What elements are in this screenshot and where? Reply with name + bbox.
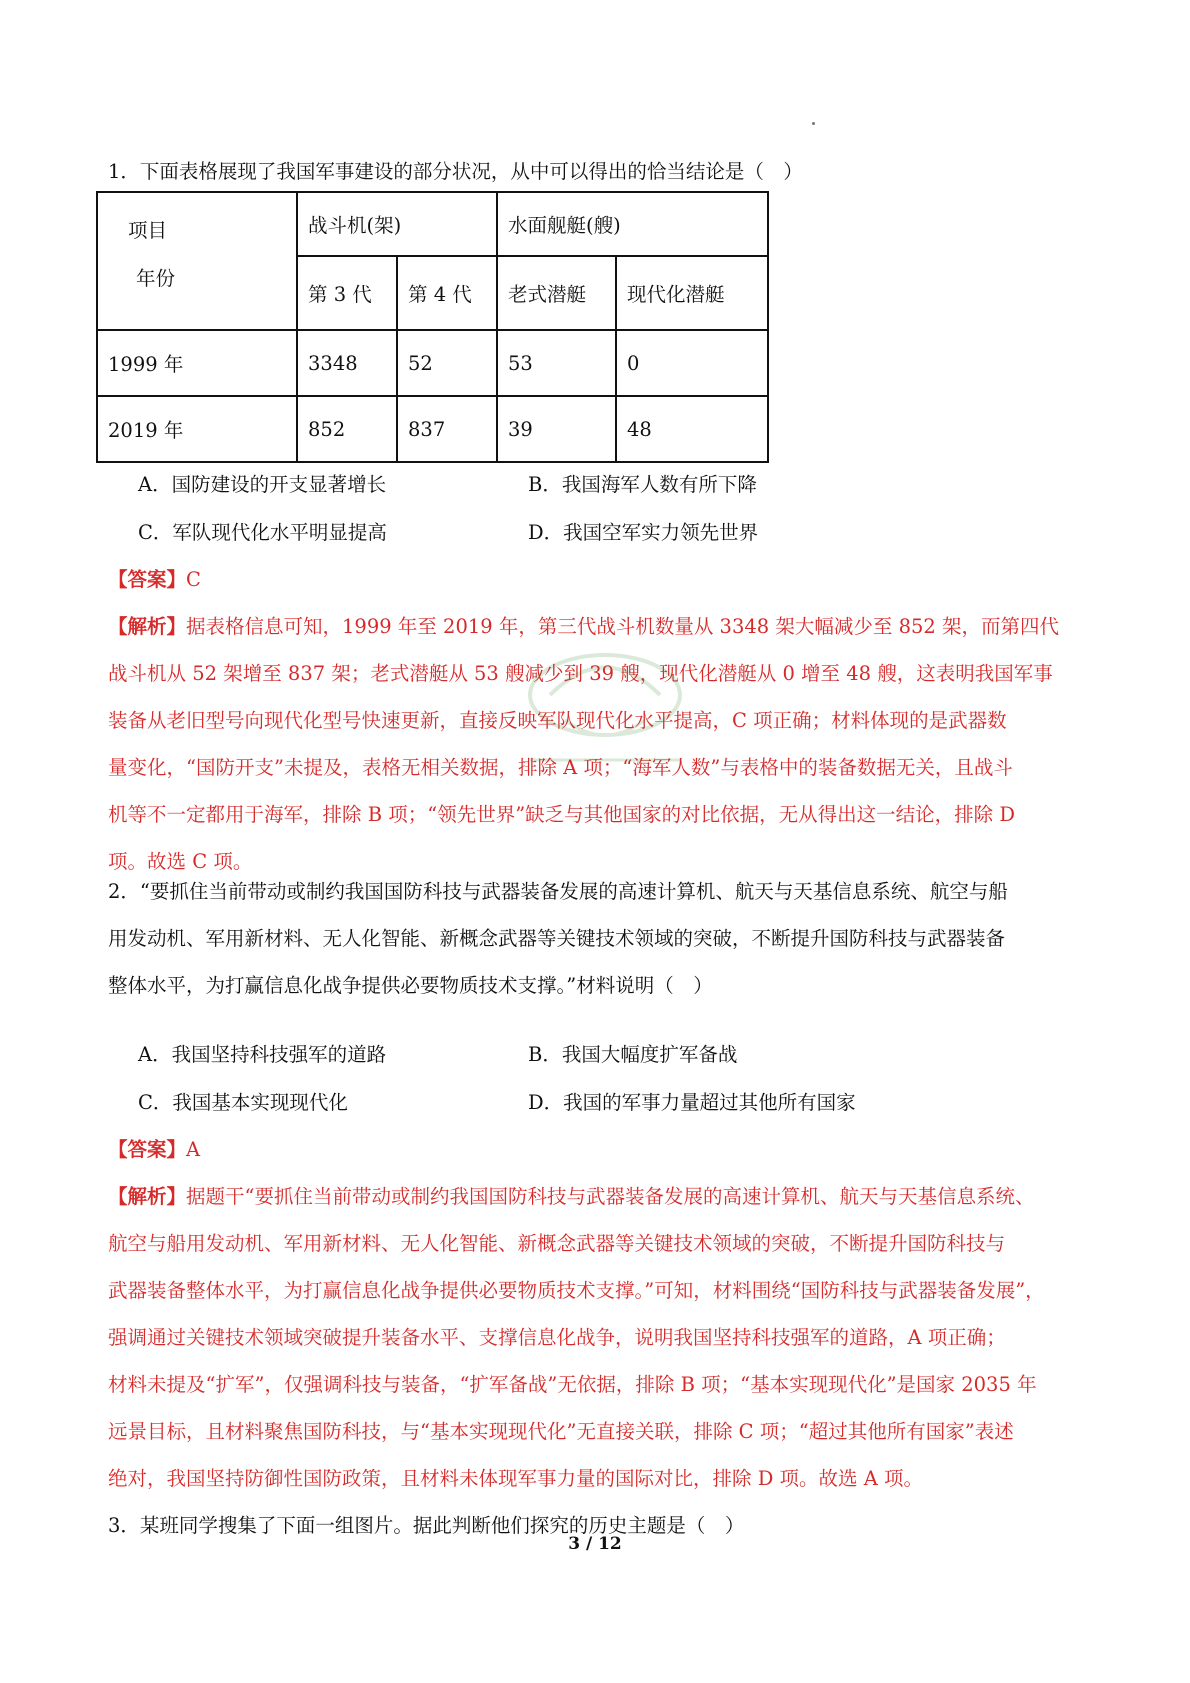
q1-option-b[interactable]: B．我国海军人数有所下降 xyxy=(528,473,757,496)
table-cell: 53 xyxy=(497,330,616,396)
table-cell: 837 xyxy=(397,396,497,462)
q2-analysis-line: 绝对，我国坚持防御性国防政策，且材料未体现军事力量的国际对比，排除 D 项。故选 A 项。 xyxy=(108,1467,924,1490)
answer-value: A xyxy=(186,1138,201,1161)
q3-stem: 3．某班同学搜集了下面一组图片。据此判断他们探究的历史主题是（ ） xyxy=(108,1514,745,1537)
corner-year-label: 年份 xyxy=(136,267,176,290)
q1-analysis-line: 战斗机从 52 架增至 837 架；老式潜艇从 53 艘减少到 39 艘，现代化潜艇从 0 增至 48 艘，这表明我国军事 xyxy=(108,662,1053,685)
header-fighters: 战斗机(架) xyxy=(297,192,497,256)
q2-analysis-line: 强调通过关键技术领域突破提升装备水平、支撑信息化战争，说明我国坚持科技强军的道路，A 项正确； xyxy=(108,1326,1006,1349)
q1-option-a[interactable]: A．国防建设的开支显著增长 xyxy=(138,473,387,496)
answer-value: C xyxy=(186,568,201,591)
row-year: 2019 年 xyxy=(97,396,297,462)
q2-answer-block xyxy=(108,1126,1084,1502)
table-row xyxy=(97,330,768,396)
q2-analysis-line: 武器装备整体水平，为打赢信息化战争提供必要物质技术支撑。”可知，材料围绕“国防科技与武器装备发展”， xyxy=(108,1279,1045,1302)
q1-analysis-line: 项。故选 C 项。 xyxy=(108,850,253,873)
q2-option-d[interactable]: D．我国的军事力量超过其他所有国家 xyxy=(528,1091,856,1114)
row-year: 1999 年 xyxy=(97,330,297,396)
q1-analysis-line: 装备从老旧型号向现代化型号快速更新，直接反映军队现代化水平提高，C 项正确；材料体现的是武器数 xyxy=(108,709,1007,732)
q1-analysis-line: 量变化，“国防开支”未提及，表格无相关数据，排除 A 项；“海军人数”与表格中的装备数据无关，且战斗 xyxy=(108,756,1013,779)
header-vessels: 水面舰艇(艘) xyxy=(497,192,768,256)
stray-mark xyxy=(812,122,815,125)
q2-analysis-line: 远景目标，且材料聚焦国防科技，与“基本实现现代化”无直接关联，排除 C 项；“超过其他所有国家”表述 xyxy=(108,1420,1014,1443)
analysis-label: 【解析】 xyxy=(108,615,187,638)
table-cell: 48 xyxy=(616,396,768,462)
military-data-table xyxy=(96,191,769,463)
table-cell: 852 xyxy=(297,396,397,462)
subheader-gen4: 第 4 代 xyxy=(397,256,497,330)
q1-analysis-line: 机等不一定都用于海军，排除 B 项；“领先世界”缺乏与其他国家的对比依据，无从得出这一结论，排除 D xyxy=(108,803,1015,826)
q1-answer xyxy=(108,556,1084,603)
q2-answer xyxy=(108,1126,1084,1173)
table-corner-cell xyxy=(97,192,297,330)
table-cell: 3348 xyxy=(297,330,397,396)
q2-analysis-line: 材料未提及“扩军”，仅强调科技与装备，“扩军备战”无依据，排除 B 项；“基本实现现代化”是国家 2035 年 xyxy=(108,1373,1037,1396)
q2-stem: 2．“要抓住当前带动或制约我国国防科技与武器装备发展的高速计算机、航天与天基信息系统、航空与船 用发动机、军用新材料、无人化智能、新概念武器等关键技术领域的突破，不断提升国防科技与武器装备 整体水平，为打赢信息化战争提供必要物质技术支撑。”材料说明（ ） xyxy=(108,880,1008,997)
subheader-gen3: 第 3 代 xyxy=(297,256,397,330)
q1-stem: 1．下面表格展现了我国军事建设的部分状况，从中可以得出的恰当结论是（ ） xyxy=(108,160,803,183)
q1-option-d[interactable]: D．我国空军实力领先世界 xyxy=(528,521,759,544)
q1-answer-block xyxy=(108,556,1084,885)
table-cell: 0 xyxy=(616,330,768,396)
q2-option-a[interactable]: A．我国坚持科技强军的道路 xyxy=(138,1043,387,1066)
subheader-old-sub: 老式潜艇 xyxy=(497,256,616,330)
corner-item-label: 项目 xyxy=(128,219,168,242)
table-cell: 52 xyxy=(397,330,497,396)
answer-label: 【答案】 xyxy=(108,1138,187,1161)
q2-option-b[interactable]: B．我国大幅度扩军备战 xyxy=(528,1043,738,1066)
page-number: 3 / 12 xyxy=(568,1534,622,1554)
q2-option-c[interactable]: C．我国基本实现现代化 xyxy=(138,1091,348,1114)
analysis-label: 【解析】 xyxy=(108,1185,187,1208)
table-cell: 39 xyxy=(497,396,616,462)
q2-analysis-line: 航空与船用发动机、军用新材料、无人化智能、新概念武器等关键技术领域的突破，不断提升国防科技与 xyxy=(108,1232,1006,1255)
subheader-modern-sub: 现代化潜艇 xyxy=(616,256,768,330)
q1-analysis-line: 【解析】据表格信息可知，1999 年至 2019 年，第三代战斗机数量从 3348 架大幅减少至 852 架，而第四代 xyxy=(108,615,1060,638)
answer-label: 【答案】 xyxy=(108,568,187,591)
table-row xyxy=(97,396,768,462)
q2-analysis-line: 【解析】据题干“要抓住当前带动或制约我国国防科技与武器装备发展的高速计算机、航天与天基信息系统、 xyxy=(108,1185,1035,1208)
q1-option-c[interactable]: C．军队现代化水平明显提高 xyxy=(138,521,387,544)
